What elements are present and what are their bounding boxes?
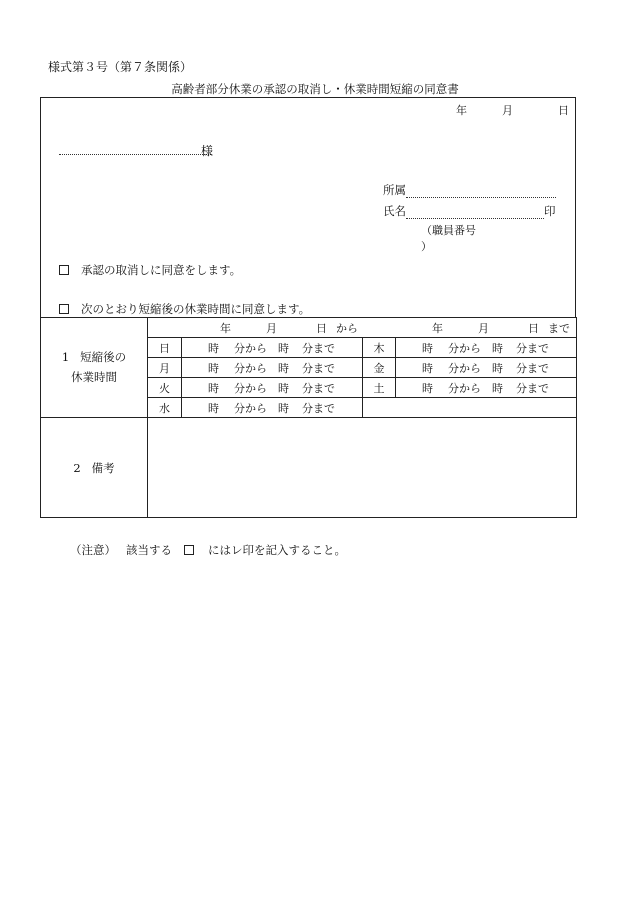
checkbox-cancel-approval[interactable] (59, 265, 69, 275)
addressee-suffix: 様 (201, 144, 214, 158)
time-hour: 時 (422, 381, 433, 395)
time-hour: 時 (208, 341, 219, 355)
name-row (383, 203, 556, 219)
time-minute-from: 分から (234, 361, 267, 375)
period-to-suffix: まで (548, 321, 570, 335)
time-hour2: 時 (278, 341, 289, 355)
staff-number-close: ） (421, 240, 432, 253)
time-hour: 時 (422, 341, 433, 355)
time-minute-from: 分から (448, 341, 481, 355)
time-sunday[interactable] (182, 338, 363, 358)
time-minute-to: 分まで (302, 341, 335, 355)
time-minute-to: 分まで (302, 361, 335, 375)
option-cancel-approval-text: 承認の取消しに同意をします。 (81, 263, 242, 277)
period-to-day: 日 (528, 321, 539, 335)
day-saturday: 土 (363, 378, 396, 398)
section2-text: 備考 (91, 460, 115, 475)
time-hour2: 時 (278, 361, 289, 375)
day-wednesday: 水 (148, 398, 182, 418)
note-label: （注意） (70, 543, 116, 557)
time-friday[interactable] (396, 358, 577, 378)
note-text-after: にはレ印を記入すること。 (208, 543, 346, 557)
note-text-before: 該当する (126, 543, 172, 557)
schedule-table (40, 317, 577, 518)
time-hour2: 時 (492, 381, 503, 395)
period-from-month: 月 (266, 321, 277, 335)
seal-mark: 印 (544, 204, 556, 218)
time-monday[interactable] (182, 358, 363, 378)
time-thursday[interactable] (396, 338, 577, 358)
time-minute-from: 分から (234, 381, 267, 395)
form-number: 様式第３号（第７条関係） (48, 60, 193, 74)
option-shorten-hours-text: 次のとおり短縮後の休業時間に同意します。 (81, 302, 311, 316)
time-minute-to: 分まで (516, 341, 549, 355)
option-cancel-approval (59, 262, 241, 278)
time-minute-to: 分まで (516, 381, 549, 395)
section2-label (41, 418, 148, 518)
staff-number-row (421, 222, 575, 254)
date-line (456, 102, 569, 118)
period-from-day: 日 (316, 321, 327, 335)
day-thursday: 木 (363, 338, 396, 358)
time-hour: 時 (422, 361, 433, 375)
document-title: 高齢者部分休業の承認の取消し・休業時間短縮の同意書 (171, 82, 459, 96)
addressee-field[interactable] (59, 142, 211, 155)
consent-header-box (40, 97, 576, 318)
period-to (432, 320, 570, 336)
time-hour2: 時 (278, 401, 289, 415)
time-hour: 時 (208, 401, 219, 415)
date-month: 月 (502, 104, 513, 117)
period-from-year: 年 (220, 321, 231, 335)
time-minute-from: 分から (234, 341, 267, 355)
affiliation-label: 所属 (383, 183, 406, 197)
section1-number: 1 (61, 349, 70, 364)
period-from (220, 320, 358, 336)
name-label: 氏名 (383, 204, 406, 218)
time-minute-from: 分から (448, 361, 481, 375)
period-from-suffix: から (336, 321, 358, 335)
date-day: 日 (558, 104, 569, 117)
time-hour: 時 (208, 381, 219, 395)
time-wednesday[interactable] (182, 398, 363, 418)
affiliation-row (383, 182, 556, 198)
name-field[interactable] (406, 207, 544, 219)
checkbox-shorten-hours[interactable] (59, 304, 69, 314)
remarks-field[interactable] (148, 418, 577, 518)
time-minute-to: 分まで (516, 361, 549, 375)
time-hour: 時 (208, 361, 219, 375)
time-hour2: 時 (278, 381, 289, 395)
staff-number-label: （職員番号 (421, 224, 476, 237)
day-monday: 月 (148, 358, 182, 378)
period-row[interactable] (148, 318, 577, 338)
section2-number: 2 (73, 460, 81, 475)
affiliation-field[interactable] (406, 186, 556, 198)
time-minute-from: 分から (234, 401, 267, 415)
section1-label-line1: 短縮後の (80, 349, 127, 364)
section1-label (41, 318, 148, 418)
time-minute-from: 分から (448, 381, 481, 395)
time-saturday[interactable] (396, 378, 577, 398)
time-hour2: 時 (492, 341, 503, 355)
section1-label-line2: 休業時間 (71, 369, 117, 384)
empty-cell (363, 398, 577, 418)
note-line (70, 545, 346, 557)
date-year: 年 (456, 104, 467, 117)
period-to-year: 年 (432, 321, 443, 335)
day-friday: 金 (363, 358, 396, 378)
note-checkbox-icon (184, 545, 194, 555)
time-hour2: 時 (492, 361, 503, 375)
day-sunday: 日 (148, 338, 182, 358)
option-shorten-hours (59, 301, 310, 317)
time-tuesday[interactable] (182, 378, 363, 398)
day-tuesday: 火 (148, 378, 182, 398)
time-minute-to: 分まで (302, 381, 335, 395)
time-minute-to: 分まで (302, 401, 335, 415)
period-to-month: 月 (478, 321, 489, 335)
